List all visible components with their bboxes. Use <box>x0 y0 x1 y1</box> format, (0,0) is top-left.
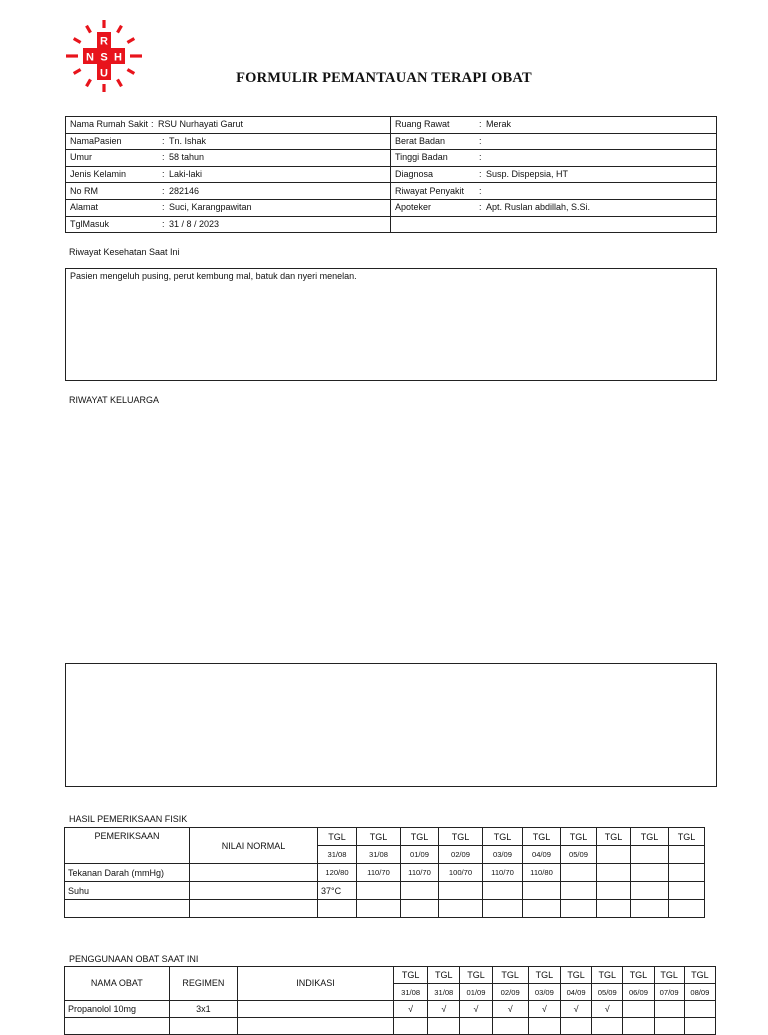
fisik-value <box>483 900 523 918</box>
info-separator: : <box>479 202 482 213</box>
date-cell: 01/09 <box>460 984 492 1001</box>
col-regimen: REGIMEN <box>169 967 237 1001</box>
date-cell: 01/09 <box>401 846 439 864</box>
fisik-value <box>523 900 561 918</box>
check-cell <box>654 1001 684 1018</box>
empty-cell <box>592 1018 623 1035</box>
fisik-value <box>669 900 705 918</box>
empty-cell <box>428 1018 460 1035</box>
tgl-header: TGL <box>460 967 492 984</box>
tgl-header: TGL <box>492 967 528 984</box>
check-cell: √ <box>394 1001 428 1018</box>
tgl-header: TGL <box>597 828 631 846</box>
fisik-value <box>669 882 705 900</box>
logo-ray <box>74 39 81 43</box>
fisik-value: 100/70 <box>439 864 483 882</box>
info-separator: : <box>479 135 482 146</box>
fisik-value: 37°C <box>318 882 357 900</box>
date-cell: 02/09 <box>492 984 528 1001</box>
info-row <box>66 183 717 200</box>
info-cell <box>66 199 391 216</box>
date-cell: 31/08 <box>357 846 401 864</box>
check-cell: √ <box>428 1001 460 1018</box>
pemeriksaan-fisik-table <box>64 827 705 918</box>
col-indikasi: INDIKASI <box>238 967 394 1001</box>
fisik-value <box>357 900 401 918</box>
info-separator: : <box>162 152 165 163</box>
logo-ray <box>87 79 91 86</box>
fisik-value <box>561 864 597 882</box>
info-row <box>66 133 717 150</box>
check-cell <box>623 1001 654 1018</box>
date-cell: 04/09 <box>560 984 591 1001</box>
check-cell: √ <box>528 1001 560 1018</box>
info-row <box>66 117 717 134</box>
page-title: FORMULIR PEMANTAUAN TERAPI OBAT <box>236 70 532 86</box>
info-label: Berat Badan <box>395 135 446 146</box>
info-value: Merak <box>486 119 512 130</box>
info-row <box>66 199 717 216</box>
nilai-normal <box>190 900 318 918</box>
empty-cell <box>394 1018 428 1035</box>
empty-cell <box>560 1018 591 1035</box>
tgl-header: TGL <box>528 967 560 984</box>
info-cell <box>391 216 717 233</box>
pemeriksaan-name: Suhu <box>65 882 190 900</box>
col-pemeriksaan: PEMERIKSAAN <box>65 828 190 864</box>
col-nama-obat: NAMA OBAT <box>65 967 170 1001</box>
empty-cell <box>654 1018 684 1035</box>
fisik-value: 110/70 <box>483 864 523 882</box>
fisik-value <box>631 900 669 918</box>
logo-letter: U <box>100 67 108 80</box>
tgl-header: TGL <box>560 967 591 984</box>
fisik-row <box>65 864 705 882</box>
obat-regimen: 3x1 <box>169 1001 237 1018</box>
tgl-header: TGL <box>439 828 483 846</box>
tgl-header: TGL <box>318 828 357 846</box>
pemeriksaan-name: Tekanan Darah (mmHg) <box>65 864 190 882</box>
date-cell: 04/09 <box>523 846 561 864</box>
fisik-value <box>318 900 357 918</box>
fisik-value <box>401 882 439 900</box>
fisik-value <box>523 882 561 900</box>
check-cell: √ <box>492 1001 528 1018</box>
info-separator: : <box>162 135 165 146</box>
info-row <box>66 216 717 233</box>
riwayat-kesehatan-text: Pasien mengeluh pusing, perut kembung mal, batuk dan nyeri menelan. <box>70 271 357 281</box>
info-cell <box>66 133 391 150</box>
info-separator: : <box>162 169 165 180</box>
info-label: Diagnosa <box>395 169 434 180</box>
info-value: Tn. Ishak <box>169 135 207 146</box>
obat-row <box>65 1018 716 1035</box>
fisik-value: 110/70 <box>357 864 401 882</box>
info-separator: : <box>479 185 482 196</box>
date-cell: 05/09 <box>592 984 623 1001</box>
info-label: NamaPasien <box>70 135 122 146</box>
fisik-value: 120/80 <box>318 864 357 882</box>
date-cell: 05/09 <box>561 846 597 864</box>
fisik-value <box>439 900 483 918</box>
tgl-header: TGL <box>684 967 715 984</box>
info-value: Laki-laki <box>169 169 203 180</box>
fisik-value <box>483 882 523 900</box>
info-cell <box>66 117 391 134</box>
penggunaan-obat-table <box>64 966 716 1035</box>
date-cell: 31/08 <box>428 984 460 1001</box>
col-nilai-normal: NILAI NORMAL <box>190 828 318 864</box>
tgl-header: TGL <box>631 828 669 846</box>
fisik-header-row <box>65 828 705 846</box>
obat-heading: PENGGUNAAN OBAT SAAT INI <box>69 954 199 964</box>
empty-cell <box>460 1018 492 1035</box>
hospital-logo <box>64 18 144 94</box>
info-value: 58 tahun <box>169 152 205 163</box>
tgl-header: TGL <box>428 967 460 984</box>
tgl-header: TGL <box>623 967 654 984</box>
empty-cell <box>65 1018 170 1035</box>
date-cell: 31/08 <box>318 846 357 864</box>
info-separator: : <box>162 202 165 213</box>
fisik-value <box>597 882 631 900</box>
fisik-value <box>561 900 597 918</box>
logo-ray <box>127 70 134 74</box>
info-label: Nama Rumah Sakit <box>70 119 149 130</box>
info-cell <box>66 166 391 183</box>
fisik-value <box>439 882 483 900</box>
fisik-row <box>65 882 705 900</box>
info-value: 31 / 8 / 2023 <box>169 218 220 229</box>
obat-header-row <box>65 967 716 984</box>
info-cell <box>391 117 717 134</box>
info-cell <box>391 150 717 167</box>
date-cell: 07/09 <box>654 984 684 1001</box>
info-separator: : <box>162 218 165 229</box>
info-separator: : <box>162 185 165 196</box>
date-cell <box>669 846 705 864</box>
info-label: Jenis Kelamin <box>70 169 127 180</box>
info-value: Suci, Karangpawitan <box>169 202 252 213</box>
logo-letter: S <box>100 51 108 64</box>
obat-indikasi <box>238 1001 394 1018</box>
date-cell: 03/09 <box>483 846 523 864</box>
info-label: Alamat <box>70 202 99 213</box>
tgl-header: TGL <box>669 828 705 846</box>
tgl-header: TGL <box>401 828 439 846</box>
tgl-header: TGL <box>523 828 561 846</box>
info-label: Umur <box>70 152 92 163</box>
empty-cell <box>169 1018 237 1035</box>
check-cell: √ <box>560 1001 591 1018</box>
info-separator: : <box>479 119 482 130</box>
empty-cell <box>238 1018 394 1035</box>
logo-ray <box>127 39 134 43</box>
fisik-value: 110/80 <box>523 864 561 882</box>
date-cell: 02/09 <box>439 846 483 864</box>
tgl-header: TGL <box>592 967 623 984</box>
tgl-header: TGL <box>483 828 523 846</box>
date-cell: 08/09 <box>684 984 715 1001</box>
riwayat-kesehatan-heading: Riwayat Kesehatan Saat Ini <box>69 247 180 257</box>
riwayat-kesehatan-box <box>65 268 717 381</box>
logo-letter: H <box>114 51 122 64</box>
fisik-row <box>65 900 705 918</box>
info-label: TglMasuk <box>70 218 110 229</box>
check-cell: √ <box>460 1001 492 1018</box>
date-cell: 31/08 <box>394 984 428 1001</box>
date-cell <box>631 846 669 864</box>
check-cell <box>684 1001 715 1018</box>
nilai-normal <box>190 882 318 900</box>
info-value: Apt. Ruslan abdillah, S.Si. <box>486 202 591 213</box>
info-row <box>66 150 717 167</box>
info-separator: : <box>151 119 154 130</box>
logo-ray <box>74 70 81 74</box>
info-value: RSU Nurhayati Garut <box>158 119 244 130</box>
empty-cell <box>528 1018 560 1035</box>
info-cell <box>391 199 717 216</box>
info-cell <box>66 216 391 233</box>
info-cell <box>66 183 391 200</box>
date-cell: 06/09 <box>623 984 654 1001</box>
info-cell <box>391 183 717 200</box>
logo-ray <box>118 79 122 86</box>
empty-cell <box>492 1018 528 1035</box>
tgl-header: TGL <box>561 828 597 846</box>
info-cell <box>66 150 391 167</box>
pemeriksaan-name <box>65 900 190 918</box>
info-separator: : <box>479 169 482 180</box>
riwayat-keluarga-text <box>66 664 716 668</box>
fisik-value <box>561 882 597 900</box>
info-label: Apoteker <box>395 202 432 213</box>
fisik-heading: HASIL PEMERIKSAAN FISIK <box>69 814 188 824</box>
logo-letter: N <box>86 51 94 64</box>
info-row <box>66 166 717 183</box>
fisik-value <box>401 900 439 918</box>
nilai-normal <box>190 864 318 882</box>
fisik-value <box>597 900 631 918</box>
info-label: Riwayat Penyakit <box>395 185 465 196</box>
riwayat-keluarga-heading: RIWAYAT KELUARGA <box>69 395 160 405</box>
empty-cell <box>684 1018 715 1035</box>
fisik-value <box>597 864 631 882</box>
fisik-value <box>669 864 705 882</box>
tgl-header: TGL <box>394 967 428 984</box>
fisik-value: 110/70 <box>401 864 439 882</box>
info-separator: : <box>479 152 482 163</box>
logo-letter: R <box>100 35 108 48</box>
info-label: Ruang Rawat <box>395 119 450 130</box>
obat-name: Propanolol 10mg <box>65 1001 170 1018</box>
patient-info-table <box>65 116 717 233</box>
info-value: 282146 <box>169 185 200 196</box>
info-label: Tinggi Badan <box>395 152 448 163</box>
fisik-value <box>357 882 401 900</box>
check-cell: √ <box>592 1001 623 1018</box>
fisik-value <box>631 882 669 900</box>
riwayat-keluarga-box <box>65 663 717 787</box>
tgl-header: TGL <box>654 967 684 984</box>
date-cell: 03/09 <box>528 984 560 1001</box>
fisik-value <box>631 864 669 882</box>
info-cell <box>391 133 717 150</box>
date-cell <box>597 846 631 864</box>
logo-ray <box>118 26 122 33</box>
logo-ray <box>87 26 91 33</box>
info-cell <box>391 166 717 183</box>
obat-row <box>65 1001 716 1018</box>
info-value: Susp. Dispepsia, HT <box>486 169 569 180</box>
empty-cell <box>623 1018 654 1035</box>
tgl-header: TGL <box>357 828 401 846</box>
info-label: No RM <box>70 185 99 196</box>
